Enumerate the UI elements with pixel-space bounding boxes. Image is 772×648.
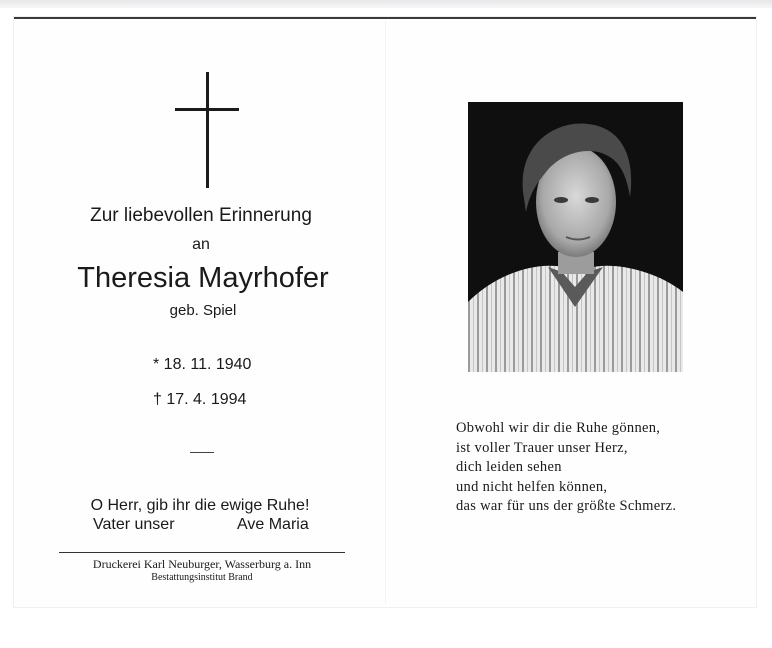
poem <box>456 419 676 517</box>
birth-name: geb. Spiel <box>169 302 237 319</box>
memorial-line: Zur liebevollen Erinnerung <box>90 205 312 226</box>
divider-short <box>190 452 214 453</box>
poem-line: dich leiden sehen <box>456 459 562 475</box>
portrait-photo <box>468 102 683 372</box>
birth-date: * 18. 11. 1940 <box>153 356 252 373</box>
cross-icon-horizontal <box>175 108 239 111</box>
death-date: † 17. 4. 1994 <box>153 391 247 408</box>
poem-line: Obwohl wir dir die Ruhe gönnen, <box>456 420 661 436</box>
deceased-name: Theresia Mayrhofer <box>77 262 329 294</box>
cross-icon-vertical <box>206 72 209 188</box>
prayer-line: O Herr, gib ihr die ewige Ruhe! <box>90 497 310 514</box>
funeral-institute: Bestattungsinstitut Brand <box>151 572 253 583</box>
vater-unser: Vater unser <box>93 516 175 533</box>
printer-credit: Druckerei Karl Neuburger, Wasserburg a. Inn <box>92 557 312 571</box>
portrait-image <box>468 102 683 372</box>
poem-line: das war für uns der größte Schmerz. <box>456 498 677 514</box>
poem-line: und nicht helfen können, <box>456 478 608 495</box>
an-word: an <box>192 236 210 253</box>
poem-line: ist voller Trauer unser Herz, <box>456 439 628 456</box>
scan-top-edge <box>0 0 772 8</box>
ave-maria: Ave Maria <box>237 516 309 533</box>
divider-footer <box>59 552 345 553</box>
